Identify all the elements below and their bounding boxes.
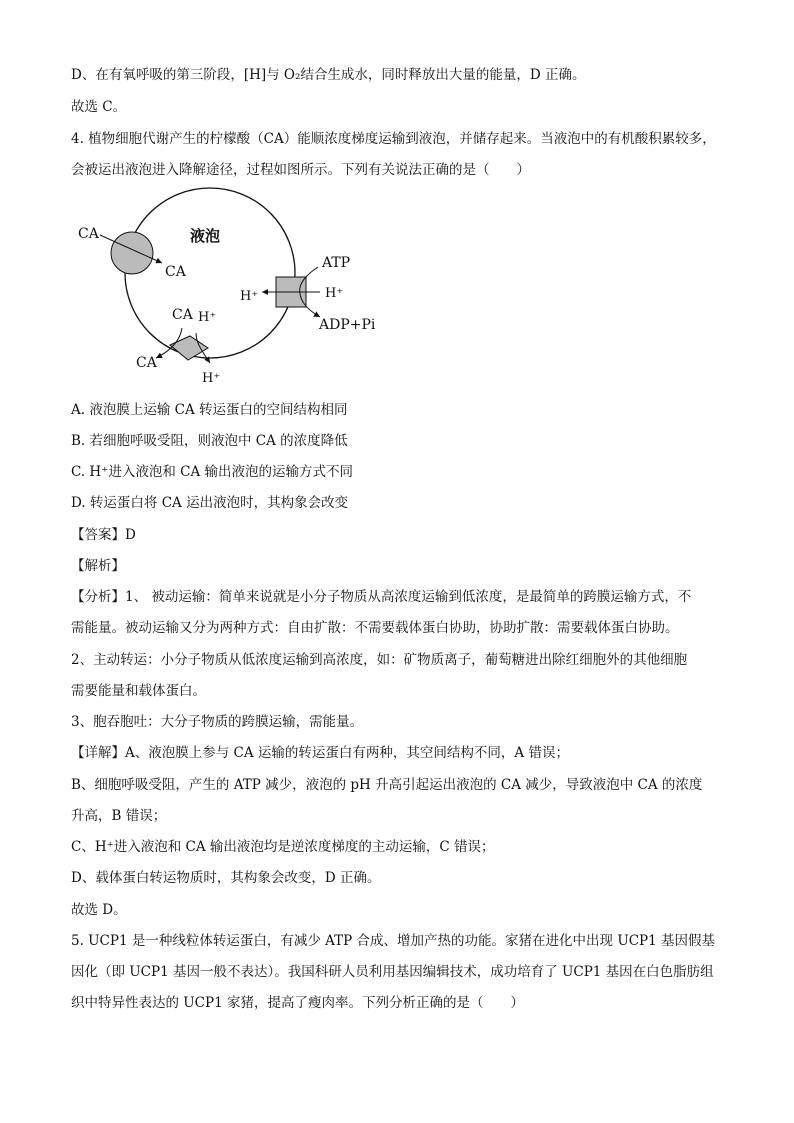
option-a: A. 液泡膜上运输 CA 转运蛋白的空间结构相同 [71,402,348,418]
detail-text: 故选 D。 [71,902,127,918]
ca-out-top-label: CA [78,226,99,242]
atp-label: ATP [322,255,351,271]
ca-bottom-out-label: CA [136,355,157,371]
analysis-text: 3、胞吞胞吐：大分子物质的跨膜运输，需能量。 [71,714,364,730]
option-b: B. 若细胞呼吸受阻，则液泡中 CA 的浓度降低 [71,433,348,449]
answer-label: 【答案】D [71,527,136,543]
detail-text: C、H⁺进入液泡和 CA 输出液泡均是逆浓度梯度的主动运输，C 错误； [71,839,495,855]
text-line: 故选 C。 [71,99,127,115]
question-4-stem: 4. 植物细胞代谢产生的柠檬酸（CA）能顺浓度梯度运输到液泡，并储存起来。当液泡中的有机酸积累较多， [71,131,716,147]
detail-text: B、细胞呼吸受阻，产生的 ATP 减少，液泡的 pH 升高引起运出液泡的 CA 减少，导致液泡中 CA 的浓度 [71,777,703,793]
analysis-text: 2、主动转运：小分子物质从低浓度运输到高浓度，如：矿物质离子，葡萄糖进出除红细胞外的其他细胞 [71,652,688,668]
vacuole-transport-diagram [70,183,380,393]
analysis-heading: 【解析】 [71,558,125,574]
option-d: D. 转运蛋白将 CA 运出液泡时，其构象会改变 [71,495,349,511]
question-4-stem: 会被运出液泡进入降解途径，过程如图所示。下列有关说法正确的是（ ） [71,162,530,178]
ca-bottom-in-label: CA [172,307,193,323]
vacuole-label: 液泡 [190,227,221,245]
question-5-stem: 因化（即 UCP1 基因一般不表达）。我国科研人员利用基因编辑技术，成功培育了 UCP1 基因在白色脂肪组 [71,964,714,980]
option-c: C. H⁺进入液泡和 CA 输出液泡的运输方式不同 [71,464,353,480]
h-left-label: H⁺ [240,289,259,304]
question-5-stem: 5. UCP1 是一种线粒体转运蛋白，有减少 ATP 合成、增加产热的功能。家猪在进化中出现 UCP1 基因假基 [71,933,715,949]
analysis-text: 需要能量和载体蛋白。 [71,683,206,699]
h-right-label: H⁺ [325,286,344,301]
adp-label: ADP+Pi [319,317,376,333]
h-bottom-top-label: H⁺ [198,310,217,325]
question-5-stem: 织中特异性表达的 UCP1 家猪，提高了瘦肉率。下列分析正确的是（ ） [71,995,524,1011]
detail-text: 【详解】A、液泡膜上参与 CA 运输的转运蛋白有两种，其空间结构不同，A 错误； [71,745,569,761]
vacuole-membrane [125,188,295,358]
detail-text: D、载体蛋白转运物质时，其构象会改变，D 正确。 [71,870,381,886]
ca-h-antiporter [170,336,208,360]
text-line: D、在有氧呼吸的第三阶段，[H]与 O₂结合生成水，同时释放出大量的能量，D 正确。 [71,67,586,83]
detail-text: 升高，B 错误； [71,808,167,824]
ca-channel-protein [111,232,153,274]
analysis-text: 【分析】1、 被动运输：简单来说就是小分子物质从高浓度运输到低浓度，是最简单的跨膜运输方式，不 [71,589,692,605]
ca-in-top-label: CA [165,264,186,280]
analysis-text: 需能量。被动运输又分为两种方式：自由扩散：不需要载体蛋白协助，协助扩散：需要载体蛋白协助。 [71,620,679,636]
h-bottom-out-label: H⁺ [202,371,221,386]
